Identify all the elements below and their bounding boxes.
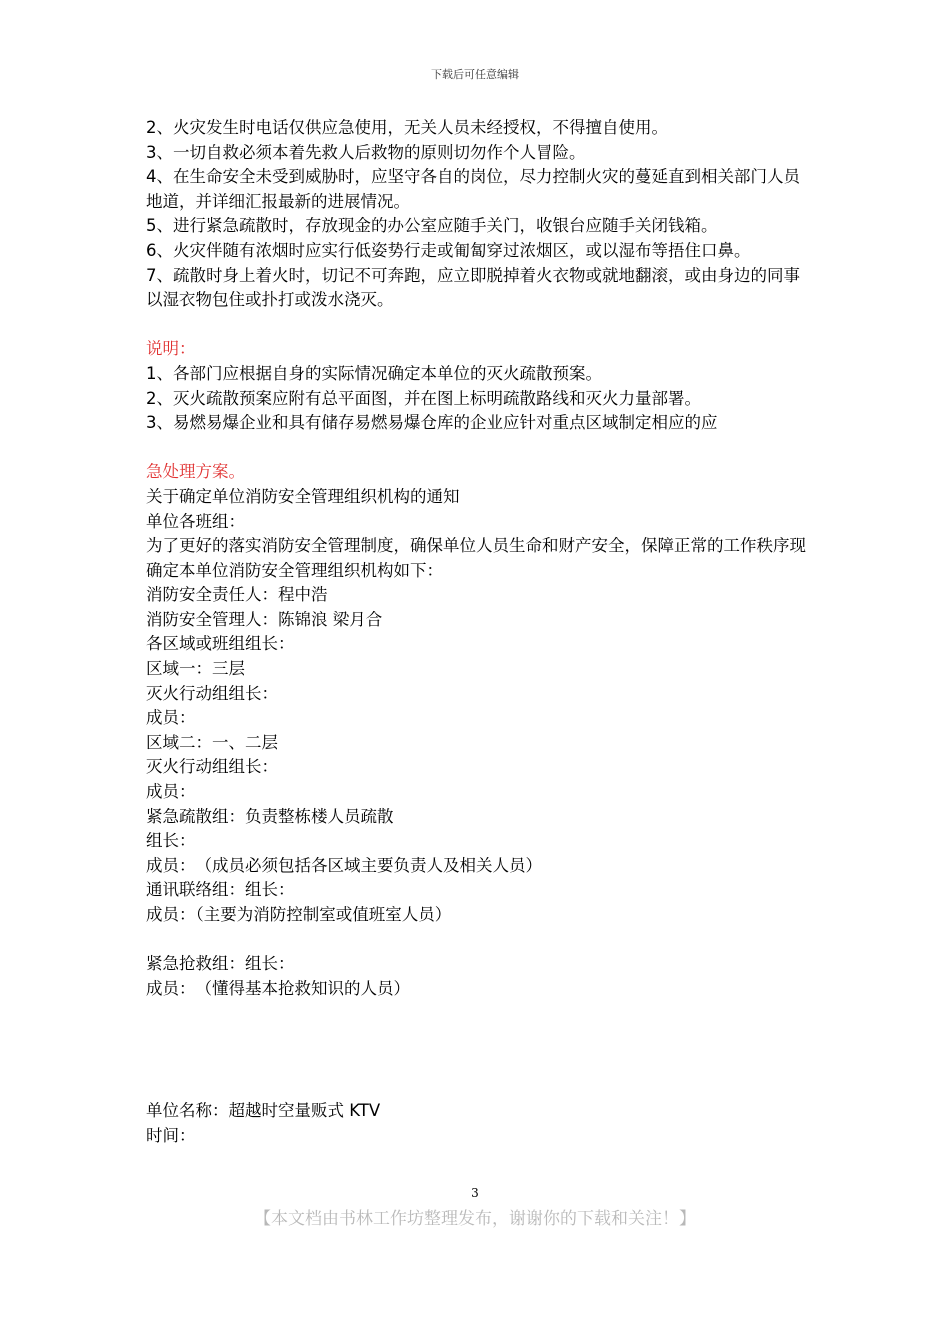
note-item-2: 2、灭火疏散预案应附有总平面图，并在图上标明疏散路线和灭火力量部署。: [146, 388, 701, 408]
notice-line: 组长：: [146, 831, 196, 851]
notice-intro: 为了更好的落实消防安全管理制度，确保单位人员生命和财产安全，保障正常的工作秩序现确定本单位消防安全管理组织机构如下：: [146, 536, 806, 580]
notice-line: 灭火行动组组长：: [146, 757, 278, 777]
notice-line: 成员： （成员必须包括各区域主要负责人及相关人员）: [146, 855, 542, 875]
page-number: 3: [471, 1186, 479, 1200]
notes-heading: 说明：: [146, 339, 196, 359]
document-body: [146, 116, 816, 1149]
paragraph-item-4: 4、在生命安全未受到威胁时，应坚守各自的岗位，尽力控制火灾的蔓延直到相关部门人员地道，并详细汇报最新的进展情况。: [146, 167, 800, 211]
rescue-line: 成员： （懂得基本抢救知识的人员）: [146, 978, 410, 998]
notice-line: 区域二：一、二层: [146, 732, 278, 752]
notice-line: 紧急疏散组：负责整栋楼人员疏散: [146, 806, 394, 826]
note-continuation: 急处理方案。: [146, 462, 245, 482]
paragraph-item-3: 3、一切自救必须本着先救人后救物的原则切勿作个人冒险。: [146, 142, 586, 162]
notice-line: 成员：（主要为消防控制室或值班室人员）: [146, 905, 452, 924]
unit-name: 单位名称：超越时空量贩式 KTV: [146, 1101, 381, 1121]
notice-line: 区域一：三层: [146, 659, 245, 679]
spacer: [146, 1001, 816, 1099]
paragraph-item-2: 2、火灾发生时电话仅供应急使用，无关人员未经授权，不得擅自使用。: [146, 118, 668, 137]
notice-addressee: 单位各班组：: [146, 511, 245, 531]
notice-line: 通讯联络组：组长：: [146, 880, 295, 900]
notice-time: 时间：: [146, 1125, 196, 1145]
note-item-1: 1、各部门应根据自身的实际情况确定本单位的灭火疏散预案。: [146, 363, 602, 383]
paragraph-item-7: 7、疏散时身上着火时，切记不可奔跑，应立即脱掉着火衣物或就地翻滚，或由身边的同事以湿衣物包住或扑打或泼水浇灭。: [146, 265, 800, 310]
notice-title: 关于确定单位消防安全管理组织机构的通知: [146, 486, 460, 506]
notice-line: 成员：: [146, 782, 196, 802]
note-item-3: 3、易燃易爆企业和具有储存易燃易爆仓库的企业应针对重点区域制定相应的应: [146, 413, 718, 433]
paragraph-item-5: 5、进行紧急疏散时，存放现金的办公室应随手关门，收银台应随手关闭钱箱。: [146, 216, 718, 236]
notice-line: 消防安全管理人：陈锦浪 梁月合: [146, 609, 383, 629]
notice-line: 成员：: [146, 708, 196, 728]
spacer: [146, 928, 816, 953]
footer-note: 【本文档由书林工作坊整理发布，谢谢你的下载和关注！】: [254, 1209, 696, 1229]
spacer: [146, 313, 816, 338]
page-header: 下载后可任意编辑: [431, 68, 519, 81]
paragraph-item-6: 6、火灾伴随有浓烟时应实行低姿势行走或匍匐穿过浓烟区，或以湿布等捂住口鼻。: [146, 240, 751, 260]
spacer: [146, 436, 816, 461]
notice-line: 各区域或班组组长：: [146, 634, 295, 654]
notice-line: 消防安全责任人：程中浩: [146, 585, 328, 605]
notice-line: 灭火行动组组长：: [146, 683, 278, 703]
rescue-line: 紧急抢救组：组长：: [146, 954, 295, 974]
